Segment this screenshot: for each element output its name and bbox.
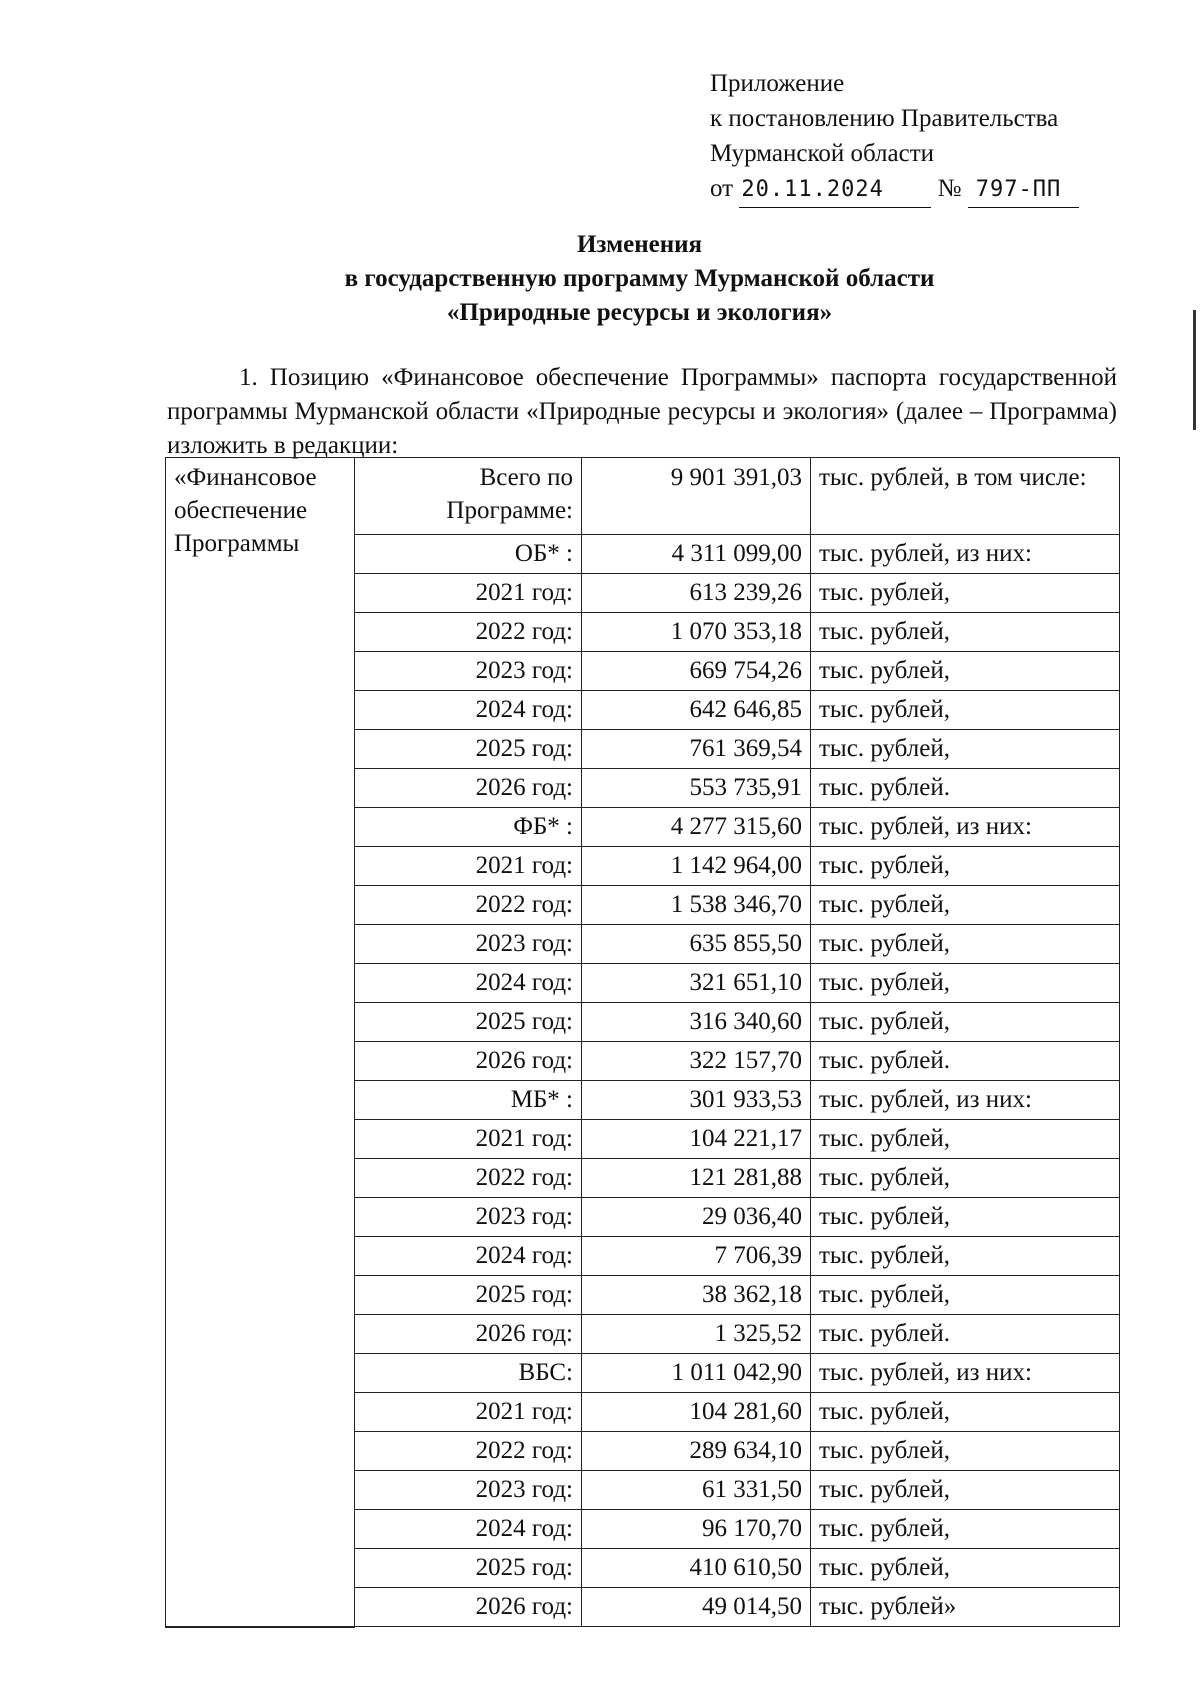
row-label: 2021 год: [355,1120,582,1159]
row-value: 613 239,26 [582,574,811,613]
row-value: 289 634,10 [582,1432,811,1471]
row-unit: тыс. рублей, [811,1003,1120,1042]
row-unit: тыс. рублей, [811,847,1120,886]
row-label: 2021 год: [355,574,582,613]
total-unit: тыс. рублей, в том числе: [811,458,1120,535]
row-unit: тыс. рублей, [811,1432,1120,1471]
appendix-date-number [710,171,1079,208]
row-label: 2024 год: [355,691,582,730]
heading-subtitle: в государственную программу Мурманской области [344,265,935,292]
row-label: 2024 год: [355,1510,582,1549]
row-unit: тыс. рублей, [811,1237,1120,1276]
row-unit: тыс. рублей, [811,1120,1120,1159]
financing-table [165,457,1120,1628]
row-value: 1 142 964,00 [582,847,811,886]
row-label: 2023 год: [355,925,582,964]
row-label: 2024 год: [355,964,582,1003]
date-prefix: от [710,175,734,202]
row-label: 2024 год: [355,1237,582,1276]
row-unit: тыс. рублей, [811,964,1120,1003]
row-label: 2025 год: [355,730,582,769]
amendment-text: 1. Позицию «Финансовое обеспечение Программы» паспорта государственной программы Мурманской области «Природные ресурсы и экология» (далее – Программа) изложить в редакции: [167,364,1117,459]
row-unit: тыс. рублей, [811,691,1120,730]
row-unit: тыс. рублей, [811,1276,1120,1315]
row-label: 2025 год: [355,1276,582,1315]
row-value: 104 221,17 [582,1120,811,1159]
row-label: ФБ* : [355,808,582,847]
row-value: 61 331,50 [582,1471,811,1510]
row-value: 1 011 042,90 [582,1354,811,1393]
row-unit: тыс. рублей, [811,574,1120,613]
row-label: ВБС: [355,1354,582,1393]
row-value: 635 855,50 [582,925,811,964]
row-label: 2023 год: [355,1471,582,1510]
row-value: 4 311 099,00 [582,535,811,574]
total-label: Всего по Программе: [355,458,582,535]
row-label: 2021 год: [355,1393,582,1432]
row-value: 7 706,39 [582,1237,811,1276]
heading-program-name: «Природные ресурсы и экология» [446,299,833,326]
amendment-paragraph [167,361,1117,463]
row-unit: тыс. рублей. [811,769,1120,808]
row-unit: тыс. рублей, [811,1510,1120,1549]
row-value: 29 036,40 [582,1198,811,1237]
row-value: 4 277 315,60 [582,808,811,847]
row-label: 2022 год: [355,613,582,652]
row-value: 1 325,52 [582,1315,811,1354]
row-value: 49 014,50 [582,1588,811,1627]
scan-edge-mark [1193,310,1196,430]
row-value: 322 157,70 [582,1042,811,1081]
row-label: 2021 год: [355,847,582,886]
row-label: 2022 год: [355,1159,582,1198]
row-value: 38 362,18 [582,1276,811,1315]
row-unit: тыс. рублей, [811,925,1120,964]
row-unit: тыс. рублей, [811,1393,1120,1432]
row-unit: тыс. рублей, [811,1471,1120,1510]
table-row-total [166,458,1120,535]
row-unit: тыс. рублей, [811,613,1120,652]
decree-number: 797-ПП [968,172,1079,208]
row-label: 2022 год: [355,886,582,925]
row-unit: тыс. рублей. [811,1042,1120,1081]
row-value: 104 281,60 [582,1393,811,1432]
row-label: 2023 год: [355,1198,582,1237]
row-label: 2026 год: [355,1588,582,1627]
row-value: 761 369,54 [582,730,811,769]
financing-label-cell: «Финансовое обеспечение Программы [166,458,355,1627]
appendix-decree: к постановлению Правительства [710,105,1059,132]
row-value: 301 933,53 [582,1081,811,1120]
row-value: 410 610,50 [582,1549,811,1588]
row-unit: тыс. рублей» [811,1588,1120,1627]
appendix-title: Приложение [710,70,845,97]
row-value: 1 070 353,18 [582,613,811,652]
row-label: 2026 год: [355,1042,582,1081]
row-unit: тыс. рублей, из них: [811,535,1120,574]
row-value: 1 538 346,70 [582,886,811,925]
heading-title: Изменения [576,231,703,258]
row-label: 2025 год: [355,1003,582,1042]
row-unit: тыс. рублей, из них: [811,1354,1120,1393]
total-value: 9 901 391,03 [582,458,811,535]
row-label: 2026 год: [355,1315,582,1354]
row-value: 321 651,10 [582,964,811,1003]
appendix-block [710,66,1079,208]
row-label: ОБ* : [355,535,582,574]
row-value: 669 754,26 [582,652,811,691]
row-unit: тыс. рублей, [811,1159,1120,1198]
row-value: 316 340,60 [582,1003,811,1042]
row-value: 96 170,70 [582,1510,811,1549]
row-unit: тыс. рублей, [811,730,1120,769]
row-label: 2026 год: [355,769,582,808]
row-label: 2022 год: [355,1432,582,1471]
row-value: 642 646,85 [582,691,811,730]
row-unit: тыс. рублей, [811,1198,1120,1237]
row-unit: тыс. рублей, [811,1549,1120,1588]
row-label: МБ* : [355,1081,582,1120]
row-value: 553 735,91 [582,769,811,808]
number-prefix: № [937,175,962,202]
appendix-region: Мурманской области [710,140,935,167]
row-unit: тыс. рублей, из них: [811,808,1120,847]
row-unit: тыс. рублей, [811,886,1120,925]
row-value: 121 281,88 [582,1159,811,1198]
row-unit: тыс. рублей, [811,652,1120,691]
row-unit: тыс. рублей, из них: [811,1081,1120,1120]
row-unit: тыс. рублей. [811,1315,1120,1354]
document-heading [0,228,1200,330]
row-label: 2025 год: [355,1549,582,1588]
row-label: 2023 год: [355,652,582,691]
decree-date: 20.11.2024 [739,172,931,208]
